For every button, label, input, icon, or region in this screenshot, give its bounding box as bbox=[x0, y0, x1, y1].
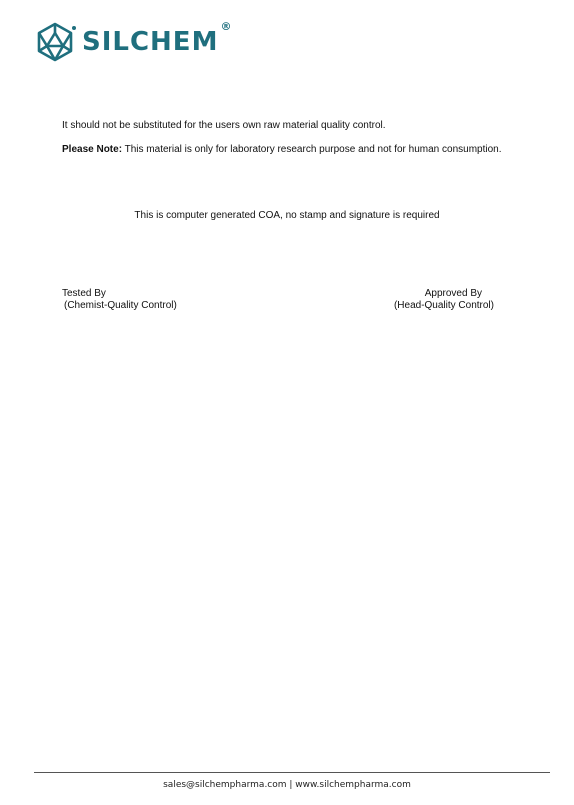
please-note-text: This material is only for laboratory research purpose and not for human consumption. bbox=[124, 144, 502, 155]
substitution-note: It should not be substituted for the users own raw material quality control. bbox=[62, 120, 386, 131]
silchem-logo-icon bbox=[34, 21, 76, 63]
brand-name: SILCHEM® bbox=[82, 20, 233, 57]
please-note-label: Please Note: bbox=[62, 144, 123, 155]
please-note-paragraph bbox=[62, 144, 512, 156]
tested-by-block bbox=[62, 288, 177, 312]
approved-by-role: (Head-Quality Control) bbox=[393, 300, 494, 311]
company-logo bbox=[34, 22, 232, 62]
computer-generated-note: This is computer generated COA, no stamp and signature is required bbox=[134, 210, 440, 221]
approved-by-block bbox=[394, 288, 494, 312]
approved-by-title: Approved By bbox=[424, 288, 482, 299]
registered-mark: ® bbox=[220, 20, 233, 33]
tested-by-role: (Chemist-Quality Control) bbox=[64, 300, 177, 311]
footer-divider bbox=[34, 772, 550, 773]
footer-contact: sales@silchempharma.com | www.silchempharma.com bbox=[163, 780, 411, 790]
tested-by-title: Tested By bbox=[62, 288, 106, 299]
